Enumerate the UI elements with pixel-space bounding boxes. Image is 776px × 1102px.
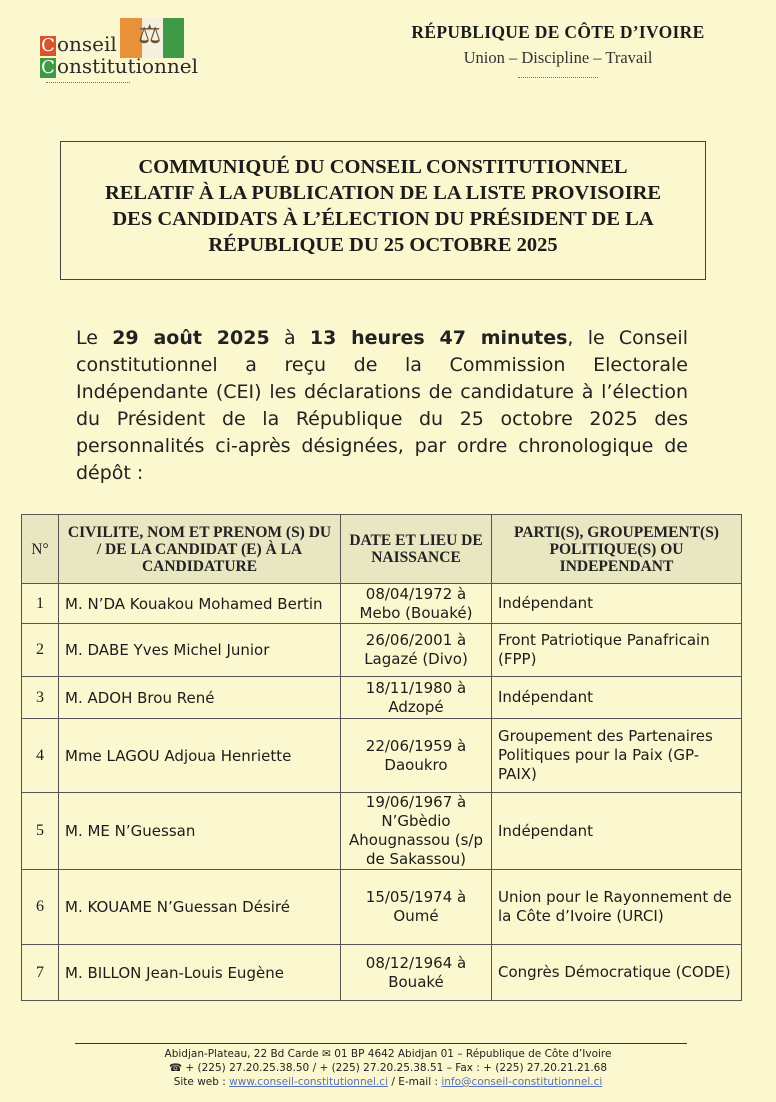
republic-name: RÉPUBLIQUE DE CÔTE D’IVOIRE	[411, 22, 705, 42]
party: Indépendant	[492, 677, 742, 719]
party: Indépendant	[492, 584, 742, 624]
party: Groupement des Partenaires Politiques pour la Paix (GP-PAIX)	[492, 719, 742, 793]
row-num: 5	[22, 793, 59, 870]
logo-text-line2: C onstitutionnel	[41, 54, 199, 78]
candidate-name: M. ME N’Guessan	[59, 793, 341, 870]
table-row	[22, 945, 742, 1001]
deposit-time: 13 heures 47 minutes	[309, 327, 568, 349]
table-header-row	[22, 515, 742, 584]
logo-text-line1: C onseil	[41, 32, 117, 56]
header-party: PARTI(S), GROUPEMENT(S) POLITIQUE(S) OU INDEPENDANT	[492, 515, 742, 584]
table-row	[22, 624, 742, 677]
national-motto: Union – Discipline – Travail	[463, 48, 653, 67]
table-row	[22, 677, 742, 719]
party: Union pour le Rayonnement de la Côte d’Ivoire (URCI)	[492, 870, 742, 945]
header-num: N°	[22, 515, 59, 584]
party: Indépendant	[492, 793, 742, 870]
footer: Abidjan-Plateau, 22 Bd Carde ✉ 01 BP 4642 Abidjan 01 – République de Côte d’Ivoire ☎ + (225) 27.20.25.38.50 / + (225) 27.20.25.38.51 – Fax : + (225) 27.20.21.21.68 Site web : www.conseil-constitutionnel.ci / E-mail : info@conseil-constitutionnel.ci	[164, 1048, 612, 1088]
phone-icon: ☎	[168, 1062, 183, 1074]
birth-date-place: 08/12/1964 à Bouaké	[341, 945, 492, 1001]
table-row	[22, 719, 742, 793]
website-link[interactable]: www.conseil-constitutionnel.ci	[229, 1076, 388, 1088]
candidate-name: Mme LAGOU Adjoua Henriette	[59, 719, 341, 793]
party: Congrès Démocratique (CODE)	[492, 945, 742, 1001]
flag-emblem	[120, 18, 184, 58]
candidate-name: M. ADOH Brou René	[59, 677, 341, 719]
footer-address: Abidjan-Plateau, 22 Bd Carde	[164, 1048, 319, 1060]
table-row	[22, 793, 742, 870]
birth-date-place: 15/05/1974 à Oumé	[341, 870, 492, 945]
birth-date-place: 08/04/1972 à Mebo (Bouaké)	[341, 584, 492, 624]
row-num: 3	[22, 677, 59, 719]
row-num: 1	[22, 584, 59, 624]
republic-header	[388, 22, 728, 78]
divider	[518, 77, 598, 78]
table-row	[22, 584, 742, 624]
scale-of-justice-icon: ⚖	[138, 20, 162, 50]
candidate-name: M. BILLON Jean-Louis Eugène	[59, 945, 341, 1001]
divider	[46, 82, 130, 83]
row-num: 6	[22, 870, 59, 945]
row-num: 2	[22, 624, 59, 677]
conseil-logo	[40, 18, 199, 88]
candidate-name: M. KOUAME N’Guessan Désiré	[59, 870, 341, 945]
birth-date-place: 18/11/1980 à Adzopé	[341, 677, 492, 719]
intro-paragraph: Le 29 août 2025 à 13 heures 47 minutes, le Conseil constitutionnel a reçu de la Commission Electorale Indépendante (CEI) les déclarations de candidature à l’élection du Président de la République du 25 octobre 2025 des personnalités ci-après désignées, par ordre chronologique de dépôt :	[76, 327, 688, 484]
birth-date-place: 26/06/2001 à Lagazé (Divo)	[341, 624, 492, 677]
footer-divider	[75, 1043, 687, 1044]
party: Front Patriotique Panafricain (FPP)	[492, 624, 742, 677]
candidate-name: M. N’DA Kouakou Mohamed Bertin	[59, 584, 341, 624]
birth-date-place: 22/06/1959 à Daoukro	[341, 719, 492, 793]
footer-po-box: 01 BP 4642 Abidjan 01 – République de Côte d’Ivoire	[334, 1048, 612, 1060]
table-row	[22, 870, 742, 945]
header-date: DATE ET LIEU DE NAISSANCE	[341, 515, 492, 584]
candidate-name: M. DABE Yves Michel Junior	[59, 624, 341, 677]
row-num: 7	[22, 945, 59, 1001]
footer-phones: + (225) 27.20.25.38.50 / + (225) 27.20.25.38.51 – Fax : + (225) 27.20.21.21.68	[185, 1062, 608, 1074]
candidates-table	[21, 514, 742, 1001]
header-name: CIVILITE, NOM ET PRENOM (S) DU / DE LA CANDIDAT (E) À LA CANDIDATURE	[59, 515, 341, 584]
page-title: COMMUNIQUÉ DU CONSEIL CONSTITUTIONNEL RELATIF À LA PUBLICATION DE LA LISTE PROVISOIRE DES CANDIDATS À L’ÉLECTION DU PRÉSIDENT DE LA RÉPUBLIQUE DU 25 OCTOBRE 2025	[104, 156, 662, 256]
row-num: 4	[22, 719, 59, 793]
title-box	[60, 141, 706, 280]
birth-date-place: 19/06/1967 à N’Gbèdio Ahougnassou (s/p de Sakassou)	[341, 793, 492, 870]
email-link[interactable]: info@conseil-constitutionnel.ci	[441, 1076, 603, 1088]
mail-icon: ✉	[322, 1048, 331, 1060]
deposit-date: 29 août 2025	[112, 327, 270, 349]
